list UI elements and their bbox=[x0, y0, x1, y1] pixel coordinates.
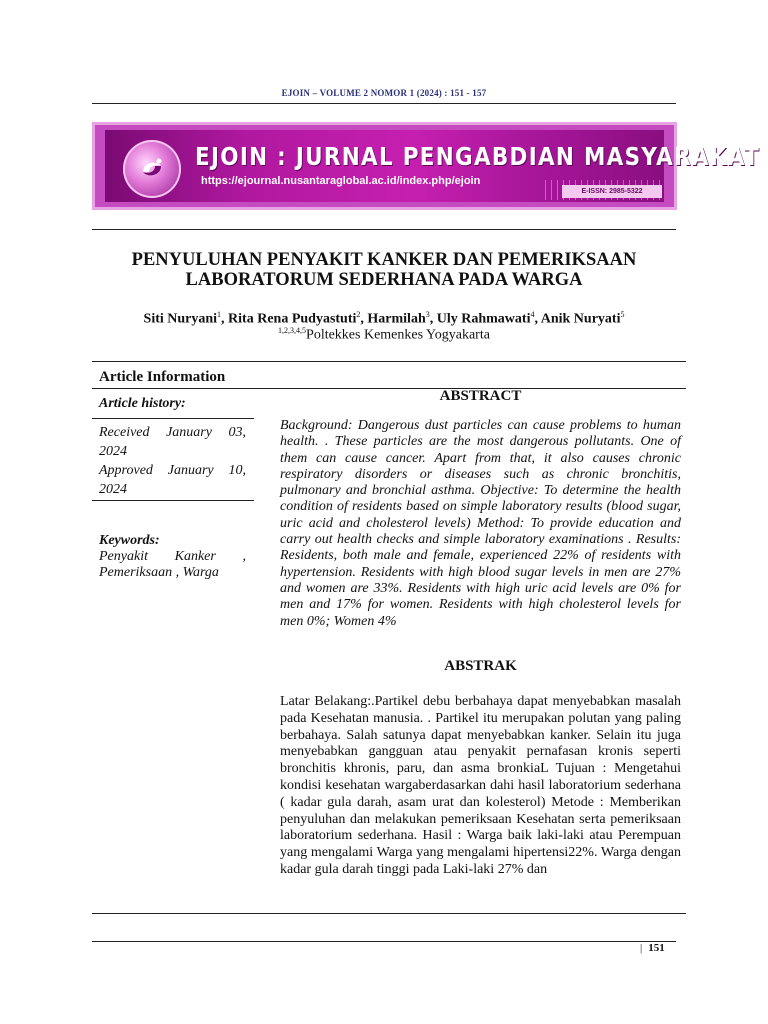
issn-badge: E-ISSN: 2985-5322 bbox=[562, 185, 662, 198]
approved-date-line2: 2024 bbox=[99, 482, 127, 497]
banner-url[interactable]: https://ejournal.nusantaraglobal.ac.id/index.php/ejoin bbox=[201, 175, 481, 187]
banner-title: EJOIN : JURNAL PENGABDIAN MASYARAKAT bbox=[195, 142, 761, 171]
abstrak-body: Latar Belakang:.Partikel debu berbahaya dapat menyebabkan masalah pada Kesehatan manusia. . Partikel itu merupakan polutan yang paling berbahaya. Salah satunya dapat menyebabkan kanker. Selain itu juga menyebabkan gangguan atau penyakit pernafasan kronis seperti bronchitis khronis, paru, dan asma bronkiaL Tujuan : Mengetahui kondisi kesehatan wargaberdasarkan dahi hasil laboratorium sederhana ( kadar gula darah, asam urat dan kolesterol) Metode : Memberikan penyuluhan dan melakukan pemeriksaan Kesehatan serta pemeriksaan laboratorium sederhana. Hasil : Warga baik laki-laki atau Perempuan yang mengalami Warga yang mengalami hipertensi22%. Warga dengan kadar gula darah tinggi pada Laki-laki 27% dan bbox=[280, 694, 681, 877]
keywords-line-1: Penyakit Kanker , bbox=[99, 549, 246, 564]
author-name: Uly Rahmawati bbox=[436, 311, 531, 327]
footer-separator: | bbox=[640, 942, 643, 954]
received-date-line2: 2024 bbox=[99, 444, 127, 459]
page-number: 151 bbox=[648, 942, 665, 954]
article-title bbox=[92, 250, 676, 290]
article-info-heading: Article Information bbox=[99, 369, 226, 385]
header-rule bbox=[92, 103, 676, 104]
keywords-list bbox=[99, 549, 246, 581]
abstract-body: Background: Dangerous dust particles can cause problems to human health. . These particles are the most dangerous pollutants. One of them can cause cancer. Apart from that, it also causes chronic respiratory disorders or diseases such as chronic bronchitis, pulmonary and bronchial asthma. Objective: To determine the health condition of residents based on simple laboratory results (blood sugar, uric acid and cholesterol levels) Method: To provide education and carry out health checks and simple laboratory examinations . Results: Residents, both male and female, experienced 22% of residents with hypertension. Residents with high blood sugar levels in men are 27% and women are 33%. Residents with high uric acid levels are 0% for men and 17% for women. Residents with high cholesterol levels for men 0%; Women 4% bbox=[280, 418, 681, 629]
history-rule bbox=[92, 418, 254, 419]
article-history-heading: Article history: bbox=[99, 396, 186, 411]
affiliation bbox=[92, 326, 676, 344]
title-line-2: LABORATORUM SEDERHANA PADA WARGA bbox=[185, 270, 583, 290]
banner-rule bbox=[92, 229, 676, 230]
author-name: Anik Nuryati bbox=[540, 311, 621, 327]
info-top-rule bbox=[92, 361, 686, 362]
banner-background bbox=[105, 130, 761, 202]
author-sup: 1 bbox=[217, 310, 222, 319]
author-sup: 3 bbox=[425, 310, 430, 319]
logo-swirl-icon bbox=[137, 154, 167, 184]
author-name: Rita Rena Pudyastuti bbox=[228, 311, 357, 327]
received-date-line1: Received January 03, bbox=[99, 425, 246, 440]
dates-rule bbox=[92, 500, 254, 501]
footer-rule bbox=[92, 941, 676, 942]
abstract-heading: ABSTRACT bbox=[439, 388, 522, 404]
content-bottom-rule bbox=[92, 913, 686, 914]
abstrak-heading: ABSTRAK bbox=[444, 658, 517, 674]
title-line-1: PENYULUHAN PENYAKIT KANKER DAN PEMERIKSAAN bbox=[131, 250, 637, 270]
author-name: Siti Nuryani bbox=[143, 311, 218, 327]
affiliation-sup: 1,2,3,4,5 bbox=[278, 326, 307, 335]
approved-date-line1: Approved January 10, bbox=[99, 463, 246, 478]
keywords-heading: Keywords: bbox=[99, 533, 160, 548]
author-sup: 4 bbox=[530, 310, 535, 319]
author-sup: 5 bbox=[620, 310, 625, 319]
author-sup: 2 bbox=[356, 310, 361, 319]
affiliation-text: Poltekkes Kemenkes Yogyakarta bbox=[306, 327, 490, 343]
keywords-line-2: Pemeriksaan , Warga bbox=[99, 565, 219, 580]
author-list: Siti Nuryani$^1$, Rita Rena Pudyastuti$^2$, Harmilah$^3$, Uly Rahmawati$^4$, Anik Nuryati$^5$ bbox=[143, 310, 625, 327]
page-footer bbox=[640, 942, 665, 954]
running-head: EJOIN – VOLUME 2 NOMOR 1 (2024) : 151 - 157 bbox=[281, 88, 487, 98]
journal-banner bbox=[92, 122, 761, 210]
journal-logo-icon bbox=[123, 140, 181, 198]
author-name: Harmilah bbox=[367, 311, 426, 327]
